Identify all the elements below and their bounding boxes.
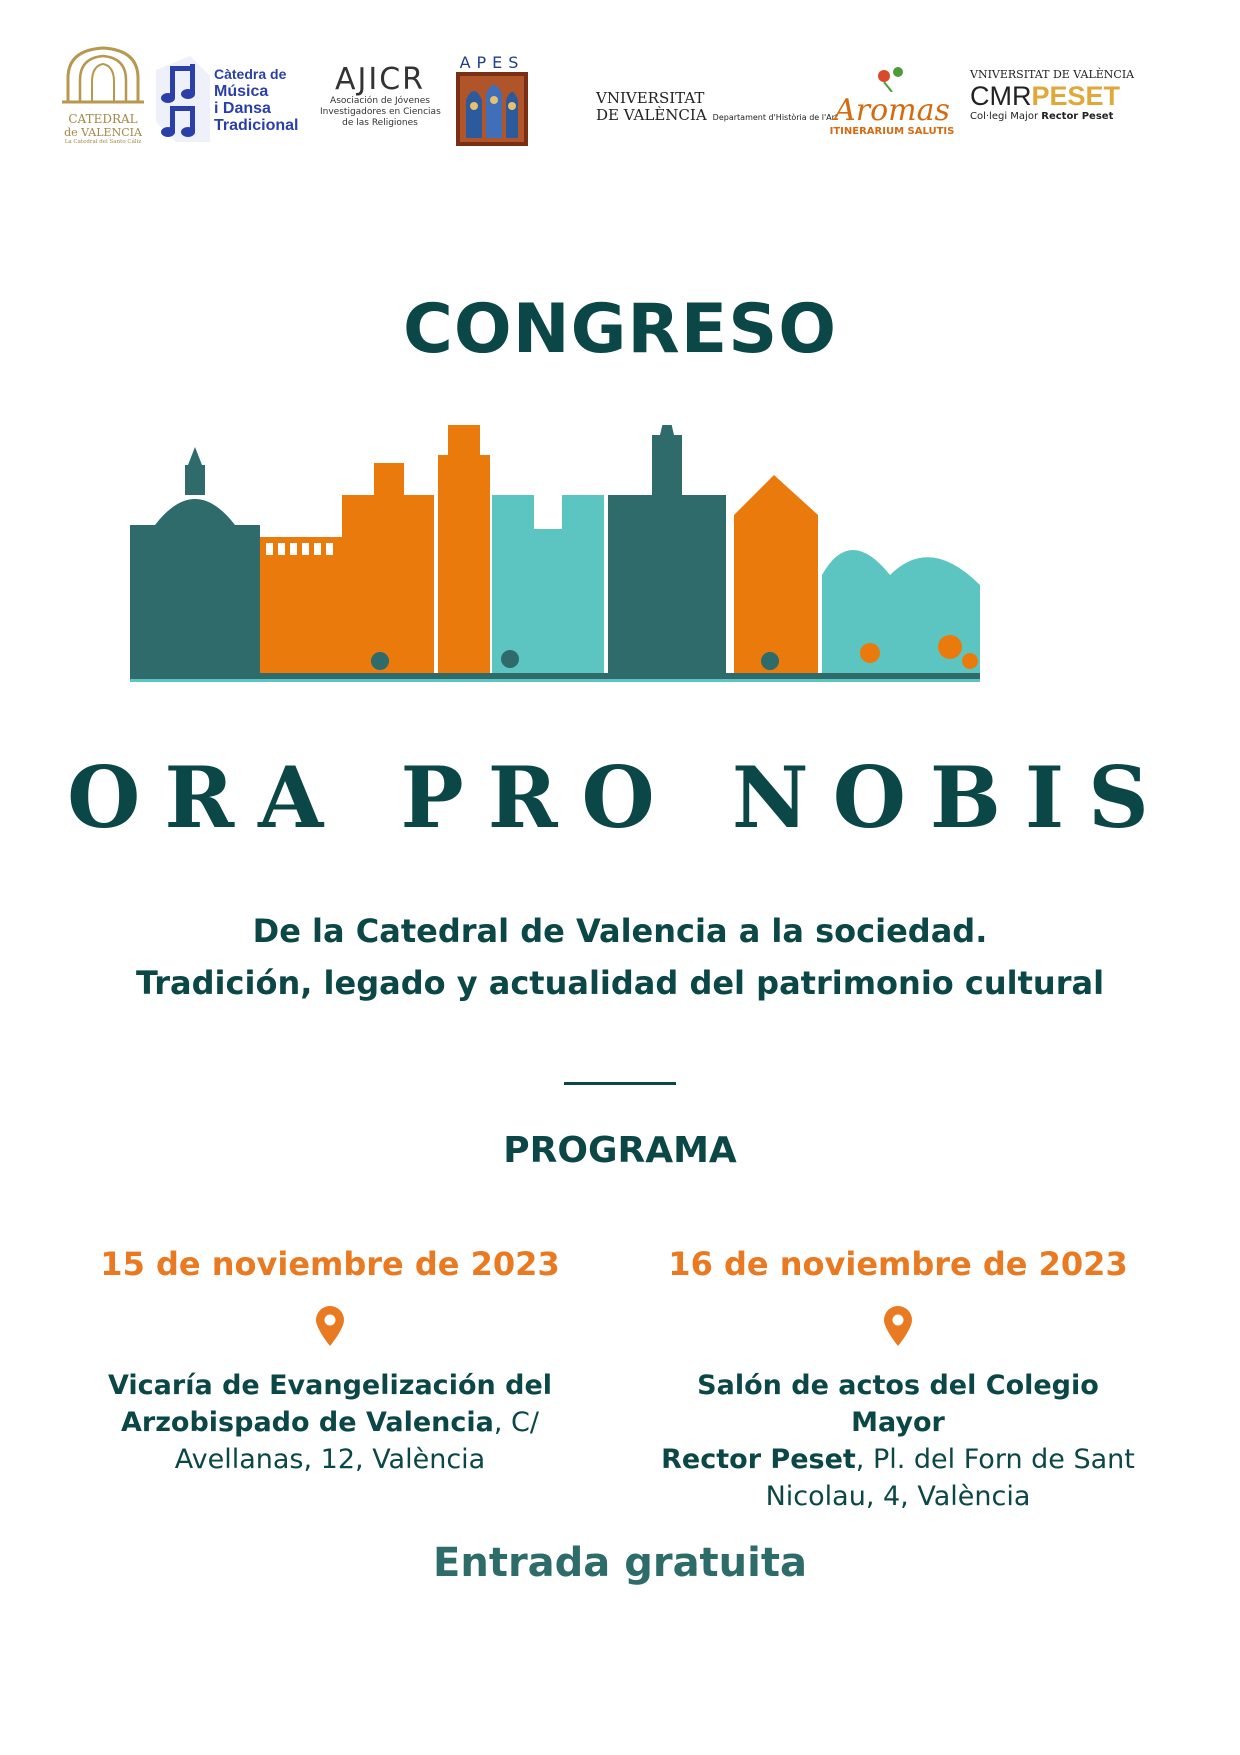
catedra-musica-logo — [156, 56, 316, 146]
cmr-line3a: Col·legi Major — [970, 111, 1042, 122]
venue-address-part1: , Pl. del Forn de Sant — [855, 1444, 1135, 1475]
venue-name-line2: Rector Peset — [661, 1444, 856, 1475]
venue-name-line1: Salón de actos del Colegio Mayor — [697, 1370, 1099, 1438]
uv-dept: Departament d'Història de l'Art — [712, 113, 839, 122]
cmr-line1: VNIVERSITAT DE VALÈNCIA — [970, 68, 1135, 81]
divider — [564, 1082, 676, 1085]
valencia-skyline-illustration — [130, 425, 1110, 695]
catedra-line1: Càtedra de — [214, 66, 287, 82]
aromas-logo — [822, 62, 962, 152]
venue-name-line2: Arzobispado de Valencia — [120, 1407, 494, 1438]
apes-painting-icon — [456, 72, 528, 146]
flower-icon — [862, 62, 922, 92]
event-venue — [90, 1367, 570, 1478]
ajicr-name: AJICR — [334, 62, 425, 97]
ajicr-line2: Investigadores en Ciencias — [320, 107, 441, 117]
event-column-2 — [658, 1245, 1138, 1515]
aromas-line2: ITINERARIUM SALUTIS — [829, 126, 955, 137]
catedra-line4: Tradicional — [214, 117, 299, 134]
ajicr-logo — [320, 64, 440, 154]
uv-historia-logo — [596, 89, 839, 140]
catedral-logo — [60, 44, 146, 164]
subtitle-line2: Tradición, legado y actualidad del patrimonio cultural — [135, 964, 1105, 1002]
ajicr-line3: de las Religiones — [342, 118, 418, 128]
cathedral-dome-icon — [60, 44, 146, 106]
subtitle-line1: De la Catedral de Valencia a la sociedad. — [252, 912, 988, 950]
ajicr-line1: Asociación de Jóvenes — [330, 96, 430, 106]
venue-address-part2: Nicolau, 4, València — [765, 1481, 1031, 1512]
main-title: ORA PRO NOBIS — [67, 748, 1173, 847]
page-title: CONGRESO — [402, 290, 838, 369]
location-pin-icon — [881, 1305, 915, 1347]
apes-logo — [452, 54, 532, 154]
uv-line1: VNIVERSITAT — [596, 89, 705, 107]
catedral-logo-tagline: La Catedral del Santo Cáliz — [64, 139, 142, 145]
venue-address-part1: , C/ — [493, 1407, 540, 1438]
cmr-line3b: Rector Peset — [1041, 111, 1114, 122]
cmr-peset-logo — [970, 68, 1135, 128]
event-venue — [658, 1367, 1138, 1515]
logo-row — [60, 44, 1180, 164]
cmr-cmr: CMR — [970, 81, 1032, 111]
cmr-peset: PESET — [1031, 81, 1121, 111]
venue-name-line1: Vicaría de Evangelización del — [107, 1370, 553, 1401]
uv-line2: DE VALÈNCIA — [596, 106, 707, 124]
catedra-line3: i Dansa — [214, 100, 271, 117]
programa-heading: PROGRAMA — [503, 1130, 737, 1171]
catedra-line2: Música — [214, 83, 269, 100]
catedral-logo-line2: de VALENCIA — [64, 126, 142, 139]
catedral-logo-line1: CATEDRAL — [68, 112, 138, 126]
free-entry-text: Entrada gratuita — [433, 1540, 807, 1586]
event-date: 15 de noviembre de 2023 — [100, 1245, 560, 1283]
music-notes-icon — [156, 56, 210, 142]
venue-address-part2: Avellanas, 12, València — [174, 1444, 486, 1475]
event-column-1 — [90, 1245, 570, 1478]
location-pin-icon — [313, 1305, 347, 1347]
subtitle — [0, 905, 1240, 1009]
aromas-name: Aromas — [834, 93, 950, 128]
apes-name: APES — [459, 53, 525, 72]
event-date: 16 de noviembre de 2023 — [668, 1245, 1128, 1283]
